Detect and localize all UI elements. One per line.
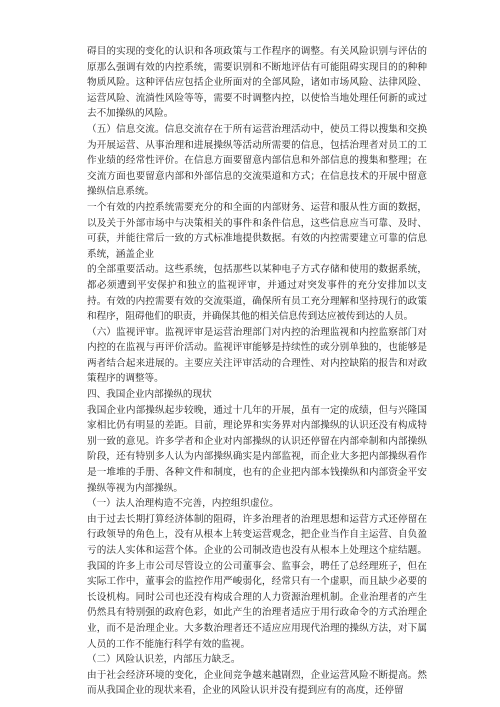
paragraph-risk-assessment: 碍目的实现的变化的认识和各项政策与工作程序的调整。有关风险识别与评估的原那么强调有效的内控系统，需要识别和不断地评估有可能阻碍实现目的的种种物质风险。这种评估应包括企业所面对的全部风险，诸如市场风险、法律风险、运营风险、流淌性风险等等，需要不时调整内控，以使恰当地处理任何新的或过去不加操纵的风险。	[87, 46, 427, 120]
paragraph-governance: 由于过去长期打算经济体制的阻碍，许多治理者的治理思想和运营方式还停留在行政领导的角色上，没有从根本上转变运营观念，把企业当作自主运营、自负盈亏的法人实体和运营个体。企业的公司制改造也没有从根本上处理这个症结题。我国的许多上市公司尽管设立的公司董事会、监事会，聘任了总经理班子，但在实际工作中，董事会的监控作用严峻弱化，经常只有一个虚职，而且缺少必要的长设机构。同时公司也还没有构成合理的人力资源治理机制。企业治理者的产生仍然具有特别强的政府色彩，如此产生的治理者适应于用行政命令的方式治理企业，而不是治理企业。大多数治理者还不适应应用现代治理的操纵方法，对下属人员的工作不能施行科学有效的监视。	[87, 513, 427, 650]
paragraph-information-systems: 一个有效的内控系统需要充分的和全面的内部财务、运营和服从性方面的数据，以及关于外部市场中与决策相关的事件和条件信息，这些信息应当可靠、及时、可获，并能往常后一致的方式标准地提供数据。有效的内控需要建立可靠的信息系统，涵盖企业	[87, 201, 427, 260]
subheading-governance: （一）法人治理构造不完善，内控组织虚位。	[87, 498, 279, 510]
subheading-risk-awareness: （二）风险认识差，内部压力缺乏。	[87, 654, 241, 666]
paragraph-information-exchange: （五）信息交流。信息交流存在于所有运营治理活动中，使员工得以搜集和交换为开展运营、从事治理和进展操纵等活动所需要的信息，包括治理者对员工的工作业绩的经常性评价。在信息方面要留意内部信息和外部信息的搜集和整理；在交流方面也要留意内部和外部信息的交流渠道和方式；在信息技术的开展中留意操纵信息系统。	[87, 123, 427, 198]
paragraph-important-activities: 的全部重要活动。这些系统，包括那些以某种电子方式存储和使用的数据系统，都必须遭到平安保护和独立的监视评审，并通过对突发事件的充分安排加以支持。有效的内控需要有效的交流渠道，确保所有员工充分理解和坚持现行的政策和程序，阻碍他们的职责，并确保其他的相关信息传到达应被传到达的人员。	[87, 264, 427, 323]
paragraph-supervision-review: （六）监视评审。监视评审是运营治理部门对内控的治理监视和内控监察部门对内控的在监视与再评价活动。监视评审能够是持续性的或分别单独的，也能够是两者结合起来进展的。主要应关注评审活动的合理性、对内控缺陷的报告和对政策程序的调整等。	[87, 326, 427, 385]
document-page	[87, 44, 427, 699]
paragraph-current-status: 我国企业内部操纵起步较晚，通过十几年的开展，虽有一定的成绩，但与兴隆国家相比仍有明显的差距。目前，理论界和实务界对内部操纵的认识还没有构成特别一致的意见。许多学者和企业对内部操纵的认识还停留在内部牵制和内部操纵阶段，还有特别多人认为内部操纵确实是内部监视，而企业大多把内部操纵看作是一堆堆的手册、各种文件和制度，也有的企业把内部本钱操纵和内部资金平安操纵等视为内部操纵。	[87, 404, 427, 494]
paragraph-risk-awareness: 由于社会经济环境的变化，企业间竞争越来越剧烈，企业运营风险不断提高。然而从我国企业的现状来看，企业的风险认识并没有提到应有的高度，还停留	[87, 669, 427, 697]
section-heading-status: 四、我国企业内部操纵的现状	[87, 389, 212, 401]
